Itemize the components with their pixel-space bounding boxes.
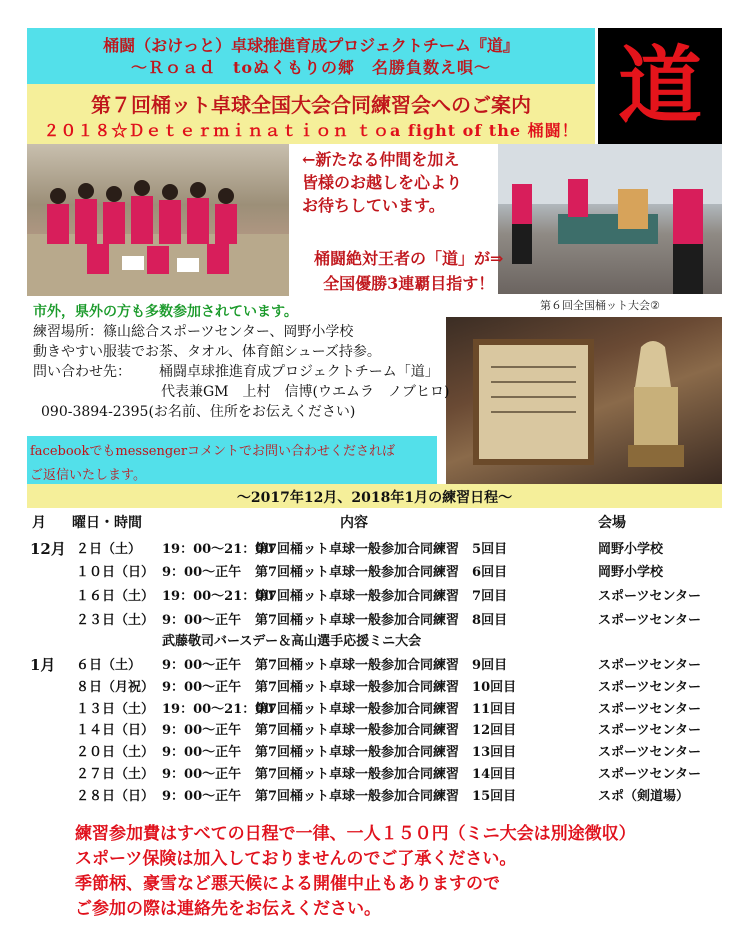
row-venue: スポ（剣道場）	[598, 789, 690, 804]
row-venue: 岡野小学校	[598, 542, 664, 557]
row-content: 第7回桶ット卓球一般参加合同練習 6回目	[255, 565, 508, 580]
facebook-line-2: ご返信いたします。	[30, 468, 146, 483]
note-contact: ご参加の際は連絡先をお伝えください。	[75, 899, 381, 919]
row-date: １０日（日）	[76, 565, 155, 580]
row-date: ２８日（日）	[76, 789, 155, 804]
match-photo-illustration	[498, 144, 722, 294]
row-time: 9：00～正午	[162, 767, 242, 782]
row-month: 1月	[30, 656, 56, 674]
table-row	[0, 609, 750, 630]
row-venue: スポーツセンター	[598, 658, 701, 673]
row-content: 第7回桶ット卓球一般参加合同練習 9回目	[255, 658, 508, 673]
col-header-day-time: 曜日・時間	[72, 515, 142, 531]
row-time: 19：00～21：00	[162, 542, 274, 557]
welcome-line-1: ←新たなる仲間を加え	[302, 150, 460, 169]
table-row	[0, 561, 750, 582]
schedule-title: ～2017年12月、2018年1月の練習日程～	[236, 490, 513, 506]
team-logo	[598, 28, 722, 144]
row-content: 第7回桶ット卓球一般参加合同練習 8回目	[255, 613, 508, 628]
champion-line-2: 全国優勝3連覇目指す！	[323, 274, 495, 293]
note-insurance: スポーツ保険は加入しておりませんのでご了承ください。	[75, 849, 517, 869]
welcome-message	[302, 148, 462, 217]
row-content: 第7回桶ット卓球一般参加合同練習 15回目	[255, 789, 517, 804]
trophy-photo	[446, 317, 722, 484]
group-photo	[27, 144, 289, 296]
row-venue: スポーツセンター	[598, 745, 701, 760]
row-month: 12月	[30, 540, 66, 558]
match-photo	[498, 144, 722, 294]
row-date: ６日（土）	[76, 658, 142, 673]
info-block	[33, 302, 449, 422]
row-time: 武藤敬司バースデー＆高山選手応援ミニ大会	[162, 634, 422, 649]
row-date: １３日（土）	[76, 702, 155, 717]
table-row	[0, 585, 750, 606]
header-team-name: 桶闘（おけっと）卓球推進育成プロジェクトチーム『道』	[103, 36, 519, 55]
row-time: 19：00～21：00	[162, 589, 274, 604]
header-subtitle: ～Ｒｏａｄ toぬくもりの郷 名勝負数え唄～	[130, 58, 492, 77]
row-venue: スポーツセンター	[598, 723, 701, 738]
contact-phone: 090-3894-2395(お名前、住所をお伝えください)	[41, 404, 356, 420]
table-row	[0, 741, 750, 762]
contact-org: 桶闘卓球推進育成プロジェクトチーム「道」	[159, 364, 439, 380]
info-contact	[33, 362, 449, 382]
row-content: 第7回桶ット卓球一般参加合同練習 13回目	[255, 745, 517, 760]
row-time: 9：00～正午	[162, 613, 242, 628]
contact-person: 代表兼GM 上村 信博(ウエムラ ノブヒロ)	[161, 384, 450, 400]
table-row	[0, 785, 750, 806]
info-bring: 動きやすい服装でお茶、タオル、体育館シューズ持参。	[33, 344, 381, 360]
row-date: ８日（月祝）	[76, 680, 155, 695]
row-time: 9：00～正午	[162, 565, 242, 580]
header-slogan: ２０１８☆Ｄｅｔｅｒｍｉｎａｔｉｏｎ ｔｏa fight of the 桶闘！	[43, 121, 579, 140]
row-time: 9：00～正午	[162, 658, 242, 673]
welcome-line-3: お待ちしています。	[302, 196, 445, 215]
table-row	[0, 763, 750, 784]
table-row	[0, 538, 750, 559]
row-time: 9：00～正午	[162, 680, 242, 695]
photo-caption: 第６回全国桶ット大会②	[540, 299, 660, 312]
row-date: ２０日（土）	[76, 745, 155, 760]
notes-block	[75, 822, 636, 922]
col-header-month: 月	[32, 515, 46, 531]
col-header-content: 内容	[340, 515, 368, 531]
champion-line-1: 桶闘絶対王者の「道」が⇒	[314, 249, 504, 268]
info-venues: 練習場所：篠山総合スポーツセンター、岡野小学校	[33, 324, 354, 340]
row-date: ２３日（土）	[76, 613, 155, 628]
row-content: 第7回桶ット卓球一般参加合同練習 7回目	[255, 589, 508, 604]
note-fee: 練習参加費はすべての日程で一律、一人１５０円（ミニ大会は別途徴収）	[75, 824, 636, 844]
note-weather: 季節柄、豪雪など悪天候による開催中止もありますので	[75, 874, 500, 894]
table-row	[0, 719, 750, 740]
table-row	[0, 676, 750, 697]
header-event-title: 第７回桶ット卓球全国大会合同練習会へのご案内	[91, 93, 531, 117]
row-venue: スポーツセンター	[598, 702, 701, 717]
row-date: １６日（土）	[76, 589, 155, 604]
col-header-venue: 会場	[598, 515, 626, 531]
table-row	[0, 698, 750, 719]
table-row	[0, 630, 750, 651]
logo-character: 道	[617, 36, 702, 135]
row-date: ２日（土）	[76, 542, 142, 557]
row-venue: スポーツセンター	[598, 767, 701, 782]
row-content: 第7回桶ット卓球一般参加合同練習 5回目	[255, 542, 508, 557]
welcome-line-2: 皆様のお越しを心より	[302, 173, 463, 192]
facebook-line-1: facebookでもmessengerコメントでお問い合わせくだされば	[30, 444, 396, 459]
trophy-photo-illustration	[446, 317, 722, 484]
row-time: 9：00～正午	[162, 723, 242, 738]
contact-label: 問い合わせ先：	[33, 364, 131, 380]
row-content: 第7回桶ット卓球一般参加合同練習 11回目	[255, 702, 517, 717]
row-content: 第7回桶ット卓球一般参加合同練習 12回目	[255, 723, 517, 738]
table-row	[0, 654, 750, 675]
row-content: 第7回桶ット卓球一般参加合同練習 10回目	[255, 680, 517, 695]
row-content: 第7回桶ット卓球一般参加合同練習 14回目	[255, 767, 517, 782]
row-time: 9：00～正午	[162, 745, 242, 760]
row-venue: 岡野小学校	[598, 565, 664, 580]
group-photo-illustration	[27, 144, 289, 296]
row-date: １４日（日）	[76, 723, 155, 738]
row-date: ２７日（土）	[76, 767, 155, 782]
info-participants: 市外，県外の方も多数参加されています。	[33, 304, 298, 320]
row-time: 19：00～21：00	[162, 702, 274, 717]
facebook-note	[30, 440, 395, 488]
row-venue: スポーツセンター	[598, 589, 701, 604]
row-venue: スポーツセンター	[598, 613, 701, 628]
row-time: 9：00～正午	[162, 789, 242, 804]
row-venue: スポーツセンター	[598, 680, 701, 695]
champion-message	[314, 246, 503, 296]
